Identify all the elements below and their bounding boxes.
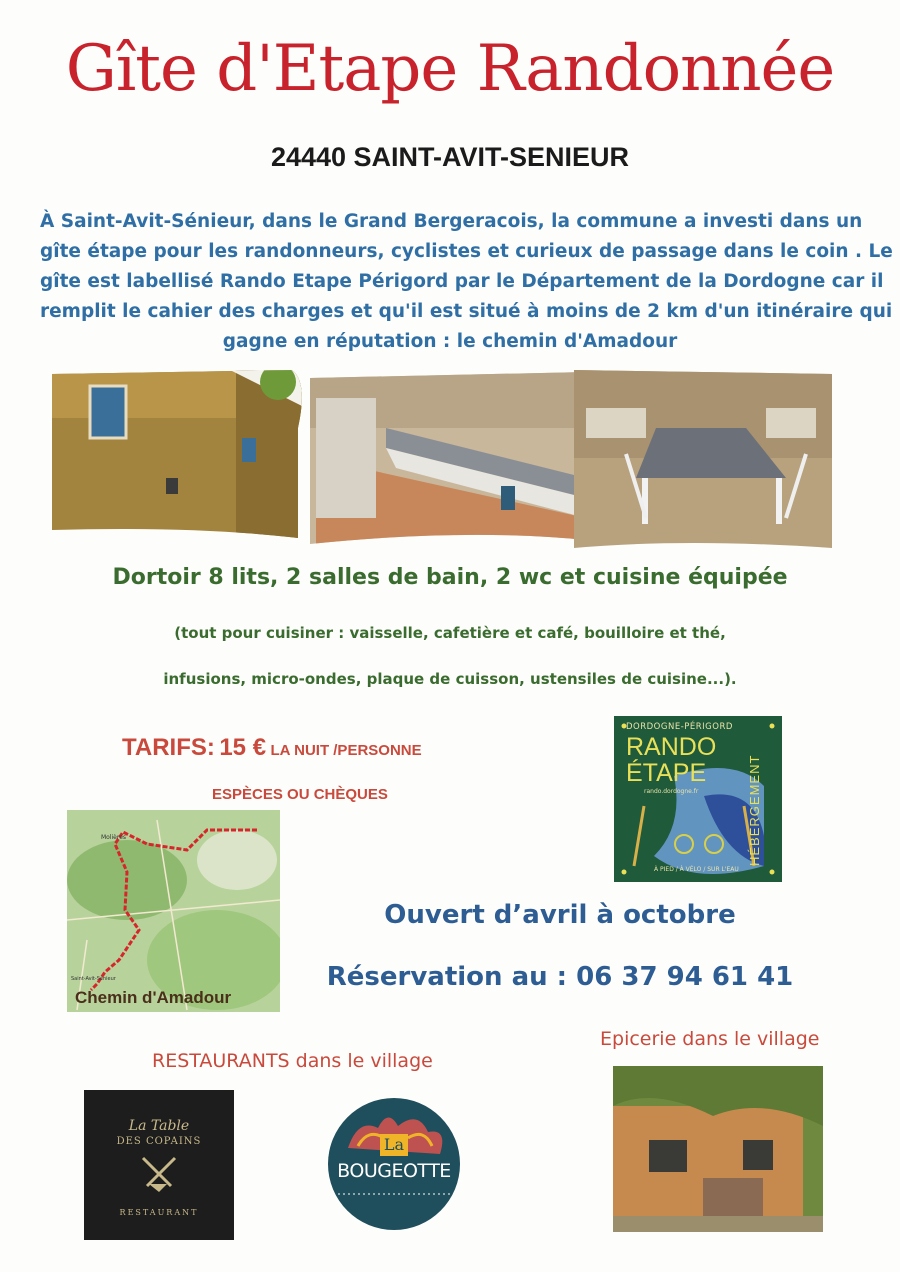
- epicerie-label: Epicerie dans le village: [600, 1028, 820, 1050]
- intro-line: gîte étape pour les randonneurs, cyclistes et curieux de passage dans le coin . Le: [40, 241, 893, 262]
- restaurants-label: RESTAURANTS dans le village: [152, 1050, 433, 1072]
- table-des-copains-logo: [84, 1090, 234, 1240]
- intro-line: gagne en réputation : le chemin d'Amadour: [222, 331, 678, 352]
- dining-room-photo: [574, 368, 836, 550]
- price-unit: LA NUIT /PERSONNE: [270, 742, 422, 759]
- opening-period: Ouvert d’avril à octobre: [384, 900, 736, 930]
- rando-word2: ÉTAPE: [626, 759, 707, 787]
- amenities-headline: Dortoir 8 lits, 2 salles de bain, 2 wc et cuisine équipée: [112, 565, 788, 590]
- intro-line: remplit le cahier des charges et qu'il est situé à moins de 2 km d'un itinéraire qui: [40, 301, 893, 322]
- photo-strip: [46, 368, 836, 550]
- rando-side-text: HÉBERGEMENT: [747, 754, 762, 866]
- map-caption: Chemin d'Amadour: [75, 988, 232, 1007]
- bougeotte-line1: La: [380, 1134, 408, 1156]
- rando-etape-logo: [614, 716, 782, 882]
- pricing-line: [122, 734, 422, 762]
- intro-line: À Saint-Avit-Sénieur, dans le Grand Bergeracois, la commune a investi dans un: [40, 211, 863, 232]
- amenities-detail-line2: infusions, micro-ondes, plaque de cuisson, ustensiles de cuisine...).: [163, 670, 737, 688]
- bougeotte-line2: BOUGEOTTE: [337, 1160, 451, 1182]
- map-town-top: Molières: [101, 834, 127, 841]
- rando-url: rando.dordogne.fr: [644, 788, 699, 795]
- epicerie-photo: [613, 1066, 823, 1232]
- stone-house-photo: [46, 368, 306, 550]
- rando-word1: RANDO: [626, 733, 717, 761]
- price-value: 15 €: [219, 734, 267, 761]
- table-logo-line3: RESTAURANT: [119, 1208, 199, 1217]
- intro-paragraph: [40, 207, 893, 357]
- map-town-bottom: Saint-Avit-Sénieur: [71, 976, 116, 982]
- la-bougeotte-logo: [328, 1098, 460, 1230]
- reservation-phone: Réservation au : 06 37 94 61 41: [326, 962, 794, 992]
- cutlery-icon: [137, 1154, 181, 1194]
- payment-methods: ESPÈCES OU CHÈQUES: [212, 786, 388, 803]
- route-map: [67, 810, 280, 1012]
- table-logo-line1: La Table: [128, 1118, 190, 1134]
- amenities-detail-line1: (tout pour cuisiner : vaisselle, cafetière et café, bouilloire et thé,: [174, 624, 726, 642]
- table-logo-line2: DES COPAINS: [116, 1136, 202, 1147]
- intro-line: gîte est labellisé Rando Etape Périgord par le Département de la Dordogne car il: [40, 271, 884, 292]
- tarifs-label: TARIFS:: [122, 734, 215, 761]
- rando-bottom-text: À PIED / À VÉLO / SUR L'EAU: [654, 866, 739, 873]
- page-title: Gîte d'Etape Randonnée: [65, 32, 835, 106]
- address-subtitle: 24440 SAINT-AVIT-SENIEUR: [270, 142, 630, 172]
- rando-top-text: DORDOGNE-PÉRIGORD: [626, 722, 733, 732]
- kitchen-photo: [306, 368, 596, 550]
